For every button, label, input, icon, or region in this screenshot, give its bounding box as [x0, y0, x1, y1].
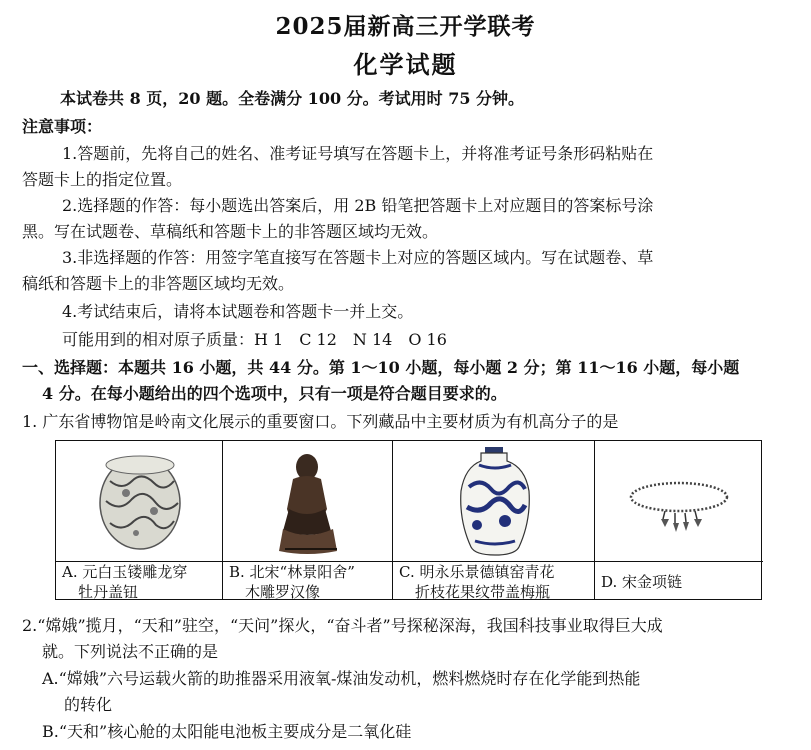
question-1-stem: 1. 广东省博物馆是岭南文化展示的重要窗口。下列藏品中主要材质为有机高分子的是: [22, 412, 619, 431]
question-2-option-b: B.“天和”核心舱的太阳能电池板主要成分是二氧化硅: [42, 722, 412, 741]
option-a-cell: [56, 441, 223, 599]
atomic-mass-line: 可能用到的相对原子质量：H 1 C 12 N 14 O 16: [62, 330, 447, 349]
note-1-line1: 1.答题前，先将自己的姓名、准考证号填写在答题卡上，并将准考证号条形码粘贴在: [62, 144, 654, 163]
note-2-line2: 黑。写在试题卷、草稿纸和答题卡上的非答题区域均无效。: [22, 222, 439, 241]
option-c-cell: [393, 441, 595, 599]
note-3-line2: 稿纸和答题卡上的非答题区域均无效。: [22, 274, 295, 293]
question-2-stem-line2: 就。下列说法不正确的是: [42, 642, 219, 661]
note-1-line2: 答题卡上的指定位置。: [22, 170, 183, 189]
note-4: 4.考试结束后，请将本试题卷和答题卡一并上交。: [62, 302, 414, 321]
option-d-caption: D. 宋金项链: [595, 561, 763, 601]
option-c-caption: C. 明永乐景德镇窑青花 折枝花果纹带盖梅瓶: [393, 561, 594, 601]
section1-line1: 一、选择题：本题共 16 小题，共 44 分。第 1～10 小题，每小题 2 分；第 11～16 小题，每小题: [22, 358, 740, 377]
option-b-cell: [223, 441, 393, 599]
gold-necklace-image: [595, 441, 763, 561]
option-d-cell: [595, 441, 763, 599]
section1-line2: 4 分。在每小题给出的四个选项中，只有一项是符合题目要求的。: [42, 384, 507, 403]
note-2-line1: 2.选择题的作答：每小题选出答案后，用 2B 铅笔把答题卡上对应题目的答案标号涂: [62, 196, 654, 215]
option-b-caption: B. 北宋“林景阳舍” 木雕罗汉像: [223, 561, 392, 601]
subject-title: 化学试题: [353, 50, 458, 79]
option-a-caption: A. 元白玉镂雕龙穿 牡丹盖钮: [56, 561, 222, 601]
notes-heading: 注意事项：: [22, 117, 103, 136]
porcelain-vase-image: [393, 441, 594, 561]
q1-options-table: [55, 440, 762, 600]
note-3-line1: 3.非选择题的作答：用签字笔直接写在答题卡上对应的答题区域内。写在试题卷、草: [62, 248, 654, 267]
jade-carving-image: [56, 441, 222, 561]
question-2-stem-line1: 2.“嫦娥”揽月，“天和”驻空，“天问”探火，“奋斗者”号探秘深海，我国科技事业取得巨大成: [22, 616, 663, 635]
question-2-option-a-line2: 的转化: [64, 695, 113, 714]
question-2-option-a-line1: A.“嫦娥”六号运载火箭的助推器采用液氧-煤油发动机，燃料燃烧时存在化学能到热能: [42, 669, 641, 688]
wooden-arhat-image: [223, 441, 392, 561]
exam-summary: 本试卷共 8 页，20 题。全卷满分 100 分。考试用时 75 分钟。: [60, 89, 525, 108]
exam-title: 2025届新高三开学联考: [275, 13, 536, 40]
